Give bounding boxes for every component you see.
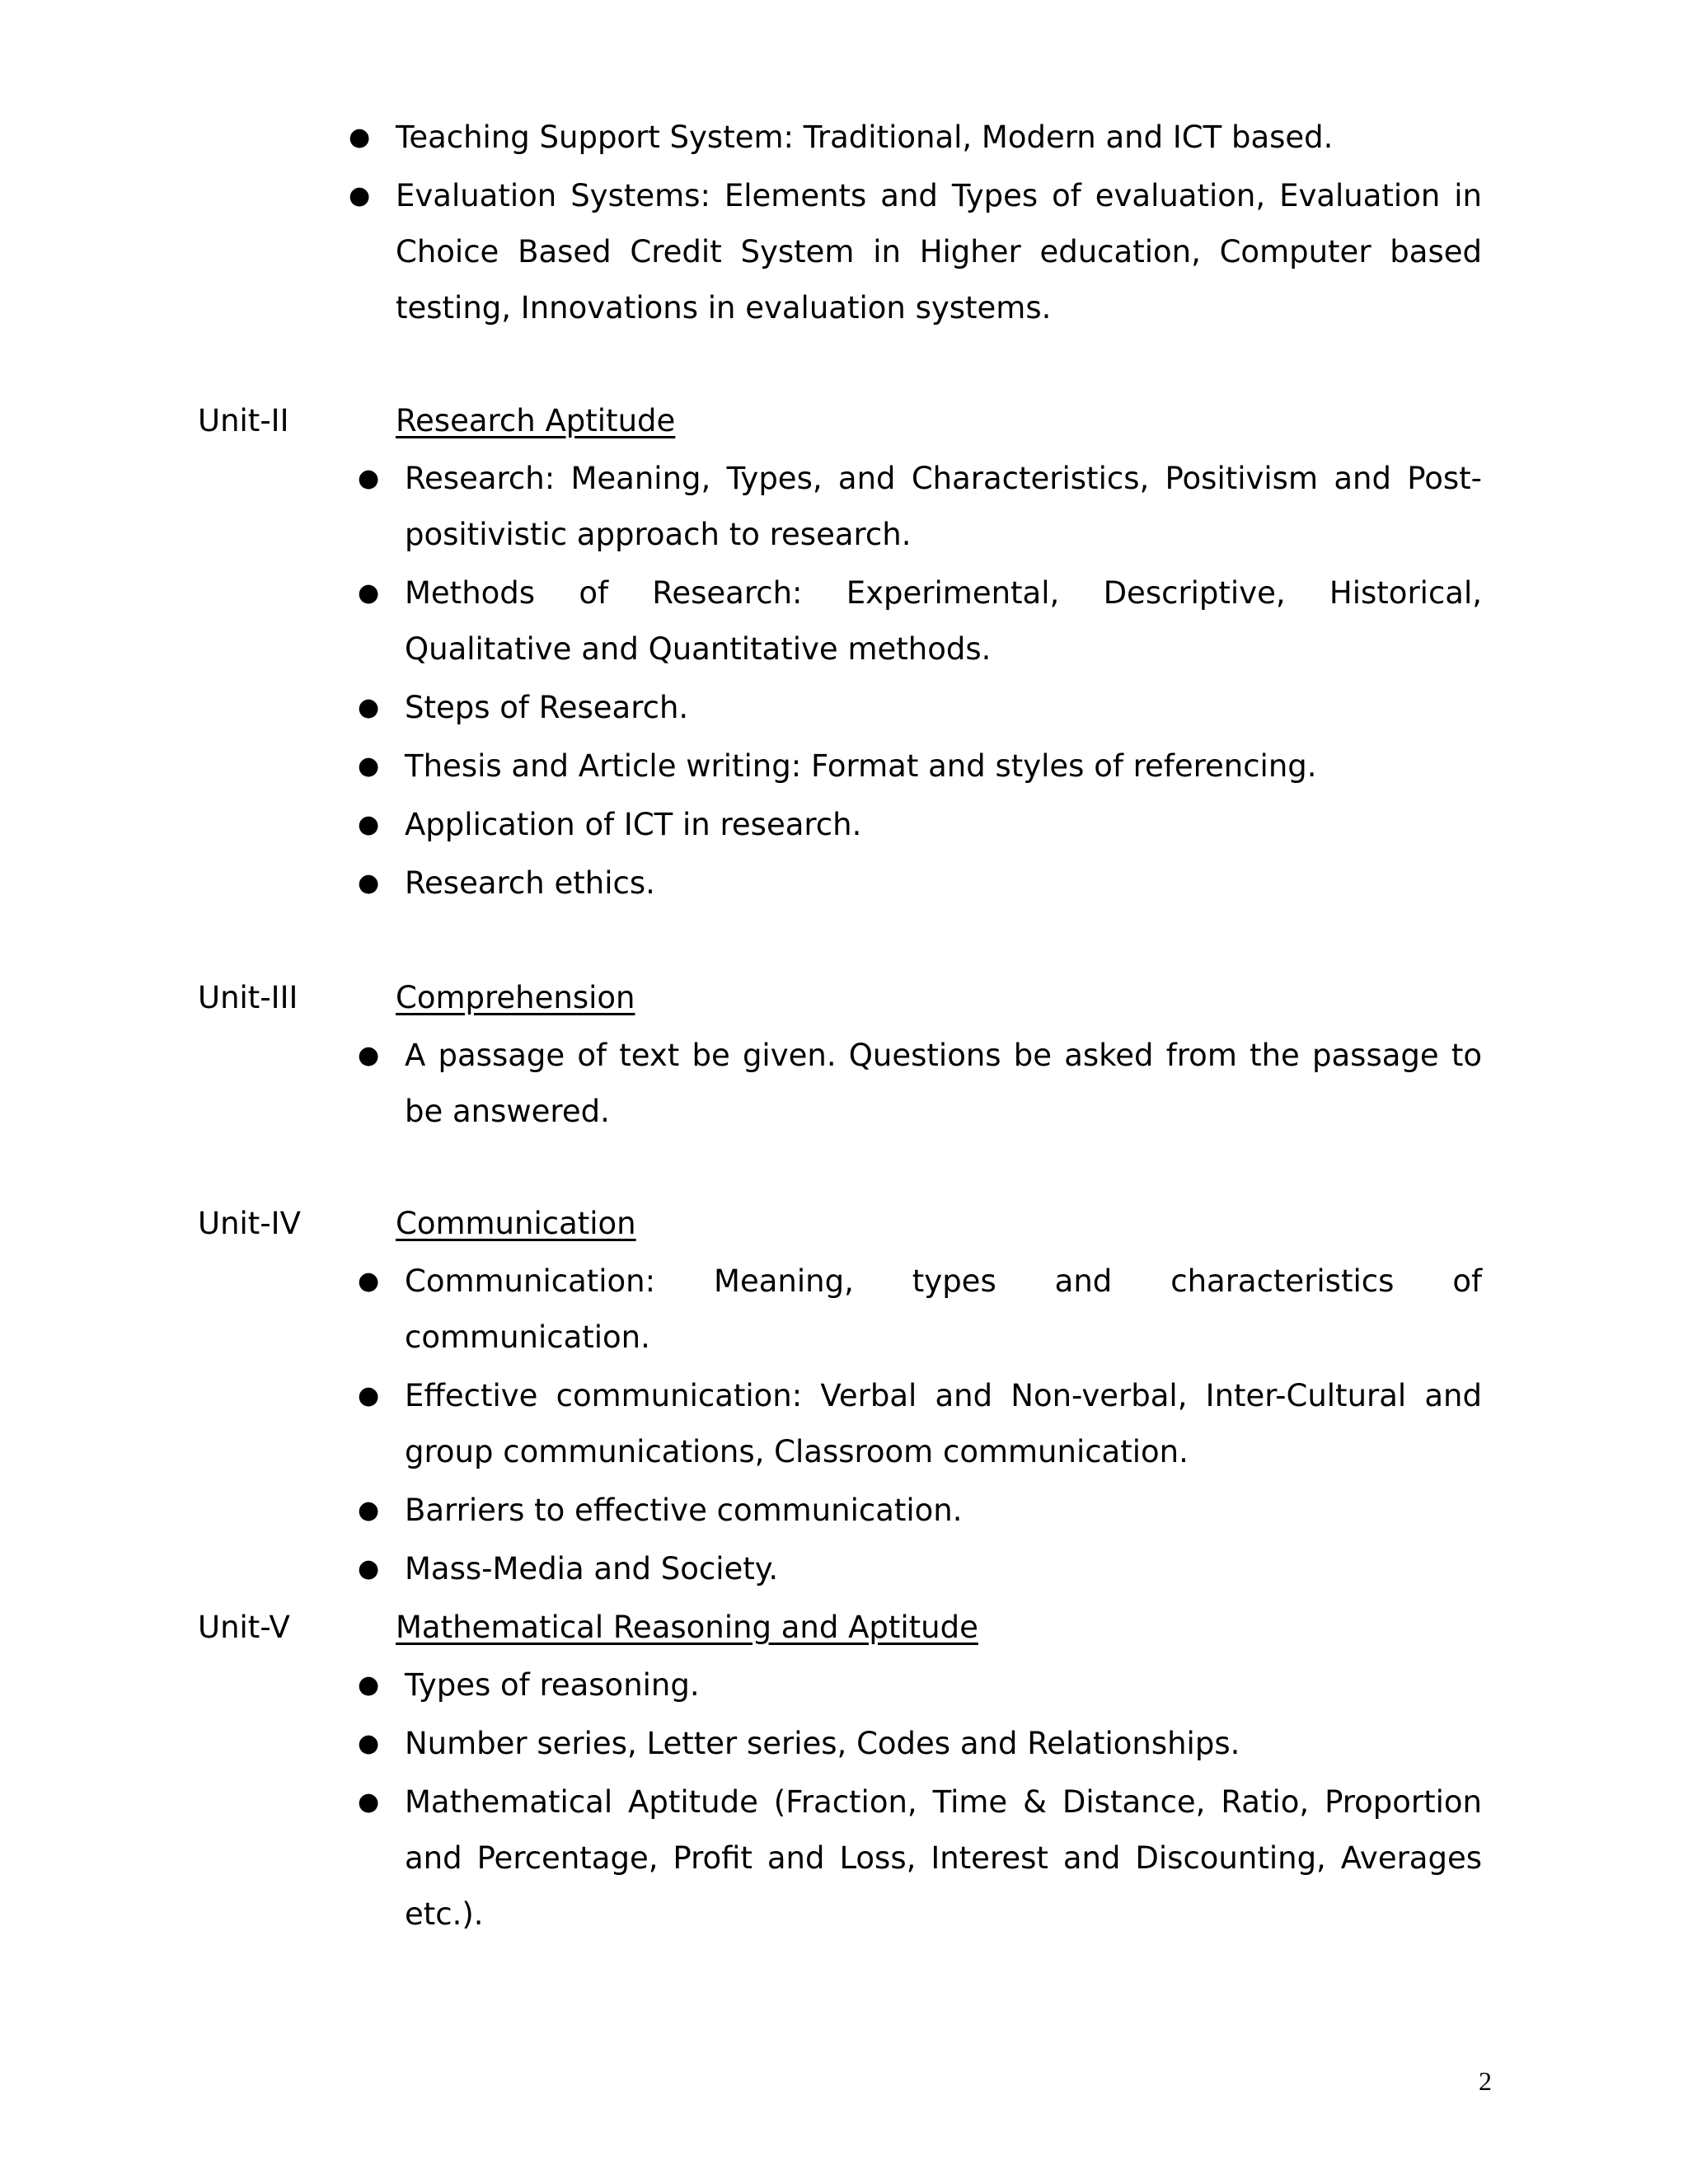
- list-item: ● Barriers to effective communication.: [405, 1483, 1482, 1539]
- bullet-icon: ●: [358, 693, 380, 722]
- unit-heading: [0, 1195, 1688, 1253]
- unit-item-list: [0, 1028, 1688, 1142]
- list-item: ● Mass-Media and Society.: [405, 1541, 1482, 1597]
- bullet-icon: ●: [358, 464, 380, 493]
- unit-heading: [0, 392, 1688, 450]
- list-item: ● Research ethics.: [405, 855, 1482, 912]
- unit-title: Communication: [396, 1206, 636, 1241]
- bullet-icon: ●: [358, 869, 380, 898]
- bullet-icon: ●: [358, 1729, 380, 1758]
- bullet-icon: ●: [358, 1381, 380, 1410]
- bullet-icon: ●: [358, 1496, 380, 1525]
- bullet-icon: ●: [358, 1788, 380, 1816]
- list-item: ● Mathematical Aptitude (Fraction, Time & Distance, Ratio, Proportion and Percentage, Profit and Loss, Interest and Discounting, Averages etc.).: [405, 1774, 1482, 1943]
- list-item: ● Types of reasoning.: [405, 1657, 1482, 1713]
- unit-label: Unit-IV: [198, 1206, 301, 1241]
- intro-list: [0, 110, 1688, 339]
- list-item: ● Number series, Letter series, Codes and Relationships.: [405, 1716, 1482, 1772]
- unit-label: Unit-II: [198, 403, 289, 438]
- list-item: ● Application of ICT in research.: [405, 797, 1482, 853]
- bullet-icon: ●: [358, 1267, 380, 1296]
- unit-title: Comprehension: [396, 980, 635, 1015]
- list-item: ● Communication: Meaning, types and characteristics of communication.: [405, 1254, 1482, 1366]
- bullet-icon: ●: [358, 1554, 380, 1583]
- list-item: ● Evaluation Systems: Elements and Types of evaluation, Evaluation in Choice Based Credit System in Higher education, Computer based testing, Innovations in evaluation systems.: [396, 168, 1482, 336]
- unit-label: Unit-V: [198, 1610, 290, 1645]
- list-item: ● Steps of Research.: [405, 680, 1482, 736]
- bullet-icon: ●: [358, 810, 380, 839]
- unit-item-list: [0, 1657, 1688, 1945]
- list-item: ● Methods of Research: Experimental, Descriptive, Historical, Qualitative and Quantitative methods.: [405, 565, 1482, 677]
- unit-heading: [0, 969, 1688, 1027]
- bullet-icon: ●: [358, 1671, 380, 1699]
- list-item: ● Teaching Support System: Traditional, Modern and ICT based.: [396, 110, 1482, 166]
- list-item: ● Research: Meaning, Types, and Characteristics, Positivism and Post-positivistic approach to research.: [405, 451, 1482, 563]
- unit-item-list: [0, 1254, 1688, 1600]
- unit-title: Research Aptitude: [396, 403, 676, 438]
- bullet-icon: ●: [349, 181, 371, 210]
- unit-title: Mathematical Reasoning and Aptitude: [396, 1610, 978, 1645]
- bullet-icon: ●: [358, 752, 380, 780]
- unit-heading: [0, 1599, 1688, 1657]
- unit-label: Unit-III: [198, 980, 298, 1015]
- list-item: ● Thesis and Article writing: Format and styles of referencing.: [405, 738, 1482, 794]
- list-item: ● Effective communication: Verbal and Non-verbal, Inter-Cultural and group communications, Classroom communication.: [405, 1368, 1482, 1480]
- page-number: 2: [1479, 2066, 1492, 2096]
- bullet-icon: ●: [358, 1041, 380, 1070]
- list-item: ● A passage of text be given. Questions be asked from the passage to be answered.: [405, 1028, 1482, 1140]
- bullet-icon: ●: [349, 123, 371, 152]
- bullet-icon: ●: [358, 579, 380, 607]
- unit-item-list: [0, 451, 1688, 914]
